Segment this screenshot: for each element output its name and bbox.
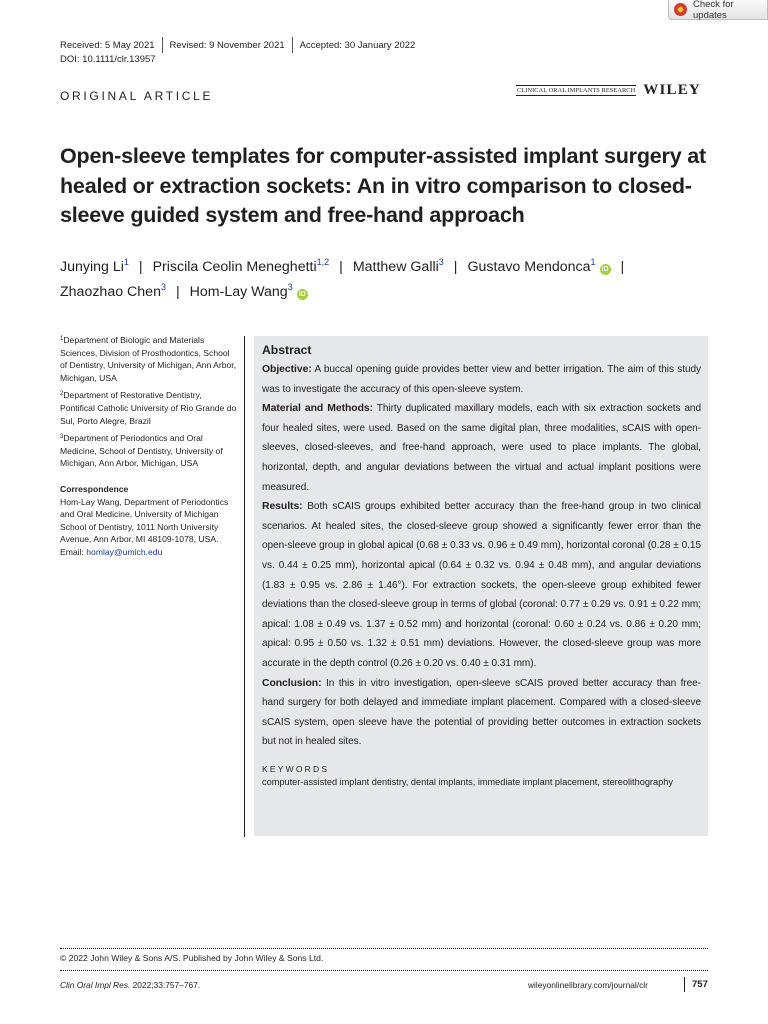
author-affiliation-link[interactable]: 3 xyxy=(287,281,293,292)
page-number: 757 xyxy=(692,979,708,990)
author-name: Hom-Lay Wang xyxy=(189,283,288,300)
author-name: Priscila Ceolin Meneghetti xyxy=(152,259,317,275)
author-name: Junying Li xyxy=(60,259,124,275)
journal-name: CLINICAL ORAL IMPLANTS RESEARCH xyxy=(517,86,636,94)
check-for-updates-label: Check for updates xyxy=(693,0,734,21)
correspondence-heading: Correspondence xyxy=(60,483,129,494)
abstract-objective: Objective: A buccal opening guide provides better view and better irrigation. The aim of this study was to investigate the accuracy of this open-sleeve system. xyxy=(262,364,701,395)
article-type: ORIGINAL ARTICLE xyxy=(60,89,214,103)
affiliation: $^3$Department of Periodontics and Oral Medicine, School of Dentistry, University of Michigan, Ann Arbor, Michigan, USA xyxy=(60,433,223,469)
author-affiliation-link[interactable]: 3 xyxy=(160,281,166,292)
author-name: Gustavo Mendonca xyxy=(467,259,591,275)
abstract-box xyxy=(254,336,708,836)
article-title: Open-sleeve templates for computer-assisted implant surgery at healed or extraction sockets: An in vitro comparison to closed-sleeve guided system and free-hand approach xyxy=(60,144,706,227)
author-affiliation-link[interactable]: 1,2 xyxy=(316,257,330,267)
author-affiliation-link[interactable]: 1 xyxy=(590,257,596,267)
copyright-notice: © 2022 John Wiley & Sons A/S. Published by John Wiley & Sons Ltd. xyxy=(60,953,324,963)
accepted-date: Accepted: 30 January 2022 xyxy=(299,39,416,51)
date-separator xyxy=(162,37,163,53)
abstract-heading: Abstract xyxy=(262,343,312,357)
affiliations-sidebar xyxy=(60,334,238,564)
affiliation: $^1$Department of Biologic and Materials Sciences, Division of Prosthodontics, School of Dentistry, University of Michigan, Ann Arbor, Michigan, USA xyxy=(60,335,237,383)
submission-dates xyxy=(60,37,415,53)
journal-citation: Clin Oral Impl Res. 2022;33:757–767. xyxy=(60,980,201,990)
author-list: Junying Li$^1$ | Priscila Ceolin Meneghetti$^{1,2}$ | Matthew Galli$^3$ | Gustavo Mendonca$^1$iD | Zhaozhao Chen$^3$ | Hom-Lay Wang$^3$iD xyxy=(60,257,625,300)
date-separator xyxy=(292,37,293,53)
abstract-methods: Material and Methods: Thirty duplicated maxillary models, each with six extraction sockets and four healed sites, were used. Based on the same digital plan, three modalities, sCAIS with open-sleeves, closed-sleeves, and free-hand approach, were used to place implants. The global, horizontal, depth, and angular deviations between the virtual and actual implant positions were measured. xyxy=(262,403,701,493)
orcid-icon[interactable]: iD xyxy=(298,290,306,298)
journal-brand xyxy=(516,80,701,100)
footer-rule xyxy=(60,948,708,949)
check-for-updates-icon xyxy=(674,3,687,16)
correspondence-text: Hom-Lay Wang, Department of Periodontics and Oral Medicine, University of Michigan School of Dentistry, 1011 North University Avenue, Ann Arbor, MI 48109-1078, USA. Email: homlay@umich.edu xyxy=(60,496,229,557)
affiliation: $^2$Department of Restorative Dentistry, Pontifical Catholic University of Rio Grande do Sul, Porto Alegre, Brazil xyxy=(60,390,237,426)
abstract-results: Results: Both sCAIS groups exhibited better accuracy than the free-hand group in two clinical scenarios. At healed sites, the closed-sleeve group showed a significantly fewer error than the open-sleeve group in global apical (0.68 ± 0.33 vs. 0.96 ± 0.49 mm), horizontal coronal (0.28 ± 0.15 vs. 0.44 ± 0.25 mm), horizontal apical (0.64 ± 0.32 vs. 0.94 ± 0.48 mm), and angular deviations (1.83 ± 0.95 vs. 2.86 ± 1.46°). For extraction sockets, the open-sleeve group exhibited fewer deviations than the closed-sleeve group in terms of global (coronal: 0.77 ± 0.29 vs. 0.91 ± 0.22 mm; apical: 1.08 ± 0.49 vs. 1.37 ± 0.52 mm) and horizontal (coronal: 0.60 ± 0.24 vs. 0.86 ± 0.20 mm; apical: 0.95 ± 0.50 vs. 1.32 ± 0.51 mm) deviations. However, the closed-sleeve group was more accurate in the depth control (0.26 ± 0.20 vs. 0.40 ± 0.31 mm). xyxy=(262,501,701,669)
author-name: Zhaozhao Chen xyxy=(60,283,161,300)
email-link[interactable]: homlay@umich.edu xyxy=(86,546,163,557)
keywords-list: computer-assisted implant dentistry, dental implants, immediate implant placement, stereolithography xyxy=(262,776,673,787)
author-affiliation-link[interactable]: 3 xyxy=(438,257,444,267)
journal-website-link[interactable]: wileyonlinelibrary.com/journal/clr xyxy=(528,980,648,990)
footer-rule xyxy=(60,970,708,971)
revised-date: Revised: 9 November 2021 xyxy=(169,39,285,51)
keywords-heading: KEYWORDS xyxy=(262,763,330,774)
author-name: Matthew Galli xyxy=(352,259,439,275)
sidebar-divider xyxy=(244,336,245,837)
page-number-separator xyxy=(684,977,685,992)
doi: DOI: 10.1111/clr.13957 xyxy=(60,54,156,65)
abstract-conclusion: Conclusion: In this in vitro investigation, open-sleeve sCAIS proved better accuracy than free-hand surgery for both delayed and immediate implant placement. Compared with a closed-sleeve sCAIS system, open sleeve have the potential of providing better outcomes in extraction sockets but not in healed sites. xyxy=(262,677,701,748)
orcid-icon[interactable]: iD xyxy=(601,266,609,273)
check-for-updates-button[interactable] xyxy=(668,0,768,20)
received-date: Received: 5 May 2021 xyxy=(60,39,155,51)
author-affiliation-link[interactable]: 1 xyxy=(123,257,129,267)
publisher-logo: WILEY xyxy=(643,81,701,98)
